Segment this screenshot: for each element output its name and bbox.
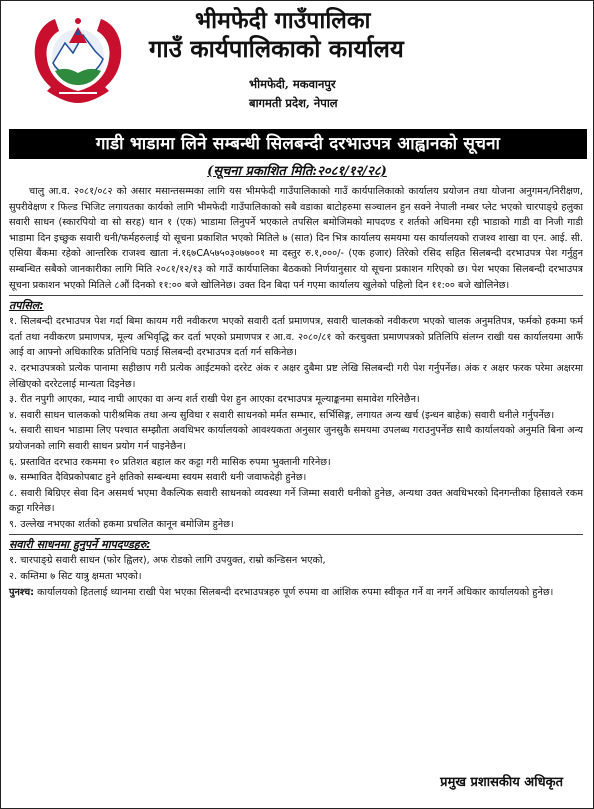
postscript-label: पुनश्च: [9, 586, 35, 598]
notice-body [1, 181, 593, 600]
list-item: १. चारपाङ्ग्रे सवारी साधन (फोर ह्विलर), अफ रोडको लागि उपयुक्त, राम्रो कन्डिसन भएको, [9, 555, 326, 567]
divider [9, 534, 583, 535]
notice-title: गाडी भाडामा लिने सम्बन्धी सिलबन्दी दरभाउपत्र आह्वानको सूचना [9, 129, 587, 159]
office-address [249, 75, 338, 113]
list-item: ३. रीत नपुगी आएका, म्याद नाघी आएका वा अन्य शर्त राखी पेश हुन आएका दरभाउपत्र मूल्याङ्कनमा समावेश गरिनेछैन। [9, 394, 420, 406]
address-line1: भीमफेदी, मकवानपुर [249, 77, 336, 91]
list-item: ६. प्रस्तावित दरभाउ रकममा १० प्रतिशत बहाल कर कट्टा गरी मासिक रुपमा भुक्तानी गरिनेछ। [9, 456, 331, 468]
list-item: ४. सवारी साधन चालकको पारीश्रमिक तथा अन्य सुविधा र सवारी साधनको मर्मत सम्भार, सर्भिसिङ्ग, लगायत अन्य खर्च (इन्धन बाहेक) सवारी धनीले गर्नुपर्नेछ। [9, 409, 555, 421]
header [1, 1, 593, 119]
postscript [9, 585, 583, 601]
list-item: २. दरभाउपत्रको प्रत्येक पानामा सहीछाप गरी प्रत्येक आईटमको दररेट अंक र अक्षर दुबैमा प्रष्ट लेखि सिलबन्दी गरी पेश गर्नुपर्नेछ। अंक र अक्षर फरक परेमा अक्षरमा लेखिएको दररेटलाई मान्यता दिइनेछ। [9, 362, 583, 390]
postscript-text: कार्यालयको हितलाई ध्यानमा राखी पेश भएका सिलबन्दी दरभाउपत्रहरु पूर्ण रुपमा वा आंशिक रुपमा स्वीकृत गर्ने वा नगर्ने अधिकार कार्यालयको हुनेछ। [34, 586, 554, 598]
office-name-line1: भीमफेदी गाउँपालिका [195, 7, 371, 34]
address-line2: बागमती प्रदेश, नेपाल [249, 96, 338, 110]
office-name-line2: गाउँ कार्यपालिकाको कार्यालय [149, 34, 404, 63]
published-date [1, 163, 593, 181]
intro-paragraph: चालु आ.व. २०८१/०८२ को असार मसान्तसम्मका लागि यस भीमफेदी गाउँपालिकाको गाउँ कार्यपालिकाको कार्यालय प्रयोजन तथा योजना अनुगमन/निरीक्षण, सुपरीवेक्षण र फिल्ड भिजिट लगायतका कार्यको लागि भीमफेदी गाउँपालिकाको सबै वडाका बाटोहरुमा सञ्चालन हुन सक्ने नेपाली नम्बर प्लेट भएको चारपाङ्ग्रे हलुका सवारी साधन (स्कारपियो वा सो सरह) थान १ (एक) भाडामा लिनुपर्ने भएकाले तपसिल बमोजिमको मापदण्ड र शर्तको अधिनमा रही भाडाको गाडी वा निजी गाडी भाडामा दिन इच्छुक सवारी धनी/फर्महरुलाई यो सूचना प्रकाशित भएको मितिले ७ (सात) दिन भित्र कार्यालय समयमा यस कार्यालयको राजश्व शाखा वा एन. आई. सी. एसिया बैंकमा रहेको आन्तरिक राजश्व खाता नं.१६७CA५७५०३०७७००१ मा दस्तुर रु.१,०००/- (एक हजार) तिरेको रसिद सहित सिलबन्दी दरभाउपत्र पेश गर्नुहुन सम्बन्धित सबैको जानकारीका लागि मिति २०८१/१२/१३ को गाउँ कार्यपालिका बैठकको निर्णयानुसार यो सूचना प्रकाशन गरिएको छ। पेश भएका सिलबन्दी दरभाउपत्र सूचना प्रकाशन भएको मितिले ८औं दिनको ११:०० बजे खोलिनेछ। उक्त दिन बिदा पर्न गएमा कार्यालय खुलेको पहिलो दिन ११:०० बजे खोलिनेछ। [9, 186, 583, 291]
list-item: १. सिलबन्दी दरभाउपत्र पेश गर्दा बिमा कायम गरी नवीकरण भएको सवारी दर्ता प्रमाणपत्र, सवारी चालकको नवीकरण भएको चालक अनुमतिपत्र, फर्मको हकमा फर्म दर्ता तथा नवीकरण प्रमाणपत्र, मूल्य अभिवृद्धि कर दर्ता भएको प्रमाणपत्र र आ.व. २०८०/८१ को करचुक्ता प्रमाणपत्रको प्रतिलिपि संलग्न राखी यस कार्यालयमा आफैं आई वा आफ्नो अधिकारिक प्रतिनिधि पठाई सिलबन्दी दरभाउपत्र दर्ता गर्न सकिनेछ। [9, 316, 583, 359]
nepal-emblem-icon [29, 13, 127, 105]
list-item: २. कम्तिमा ७ सिट यात्रु क्षमता भएको। [9, 571, 142, 583]
list-item: ८. सवारी बिग्रिएर सेवा दिन असमर्थ भएमा वैकल्पिक सवारी साधनको व्यवस्था गर्ने जिम्मा सवारी धनीको हुनेछ, अन्यथा उक्त अवधिभरको दिनगन्तीका हिसावले रकम कट्टा गरिनेछ। [9, 487, 583, 515]
tapsil-heading: तपसिल: [9, 299, 44, 313]
office-name [149, 7, 589, 63]
divider [9, 295, 583, 296]
criteria-heading: सवारी साधनमा हुनुपर्ने मापदण्डहरु: [9, 538, 151, 552]
list-item: ५. सवारी साधन भाडामा लिए पश्चात सम्झौता अवधिभर कार्यालयको आवश्यकता अनुसार जुनसुकै समयमा उपलब्ध गराउनुपर्नेछ साथै कार्यालयको अनुमति बिना अन्य प्रयोजनको लागि सवारी साधन प्रयोग गर्न पाइनेछैन। [9, 425, 583, 452]
published-date-text: (सूचना प्रकाशित मिति:२०८१/१२/२८) [207, 164, 387, 179]
list-item: ७. सम्भावित दैविप्रकोपबाट हुने क्षतिको सम्बन्धमा स्वयम सवारी धनी जवाफदेही हुनेछ। [9, 472, 307, 484]
list-item: ९. उल्लेख नभएका शर्तको हकमा प्रचलित कानून बमोजिम हुनेछ। [9, 518, 234, 530]
signature-title: प्रमुख प्रशासकीय अधिकृत [440, 775, 563, 790]
